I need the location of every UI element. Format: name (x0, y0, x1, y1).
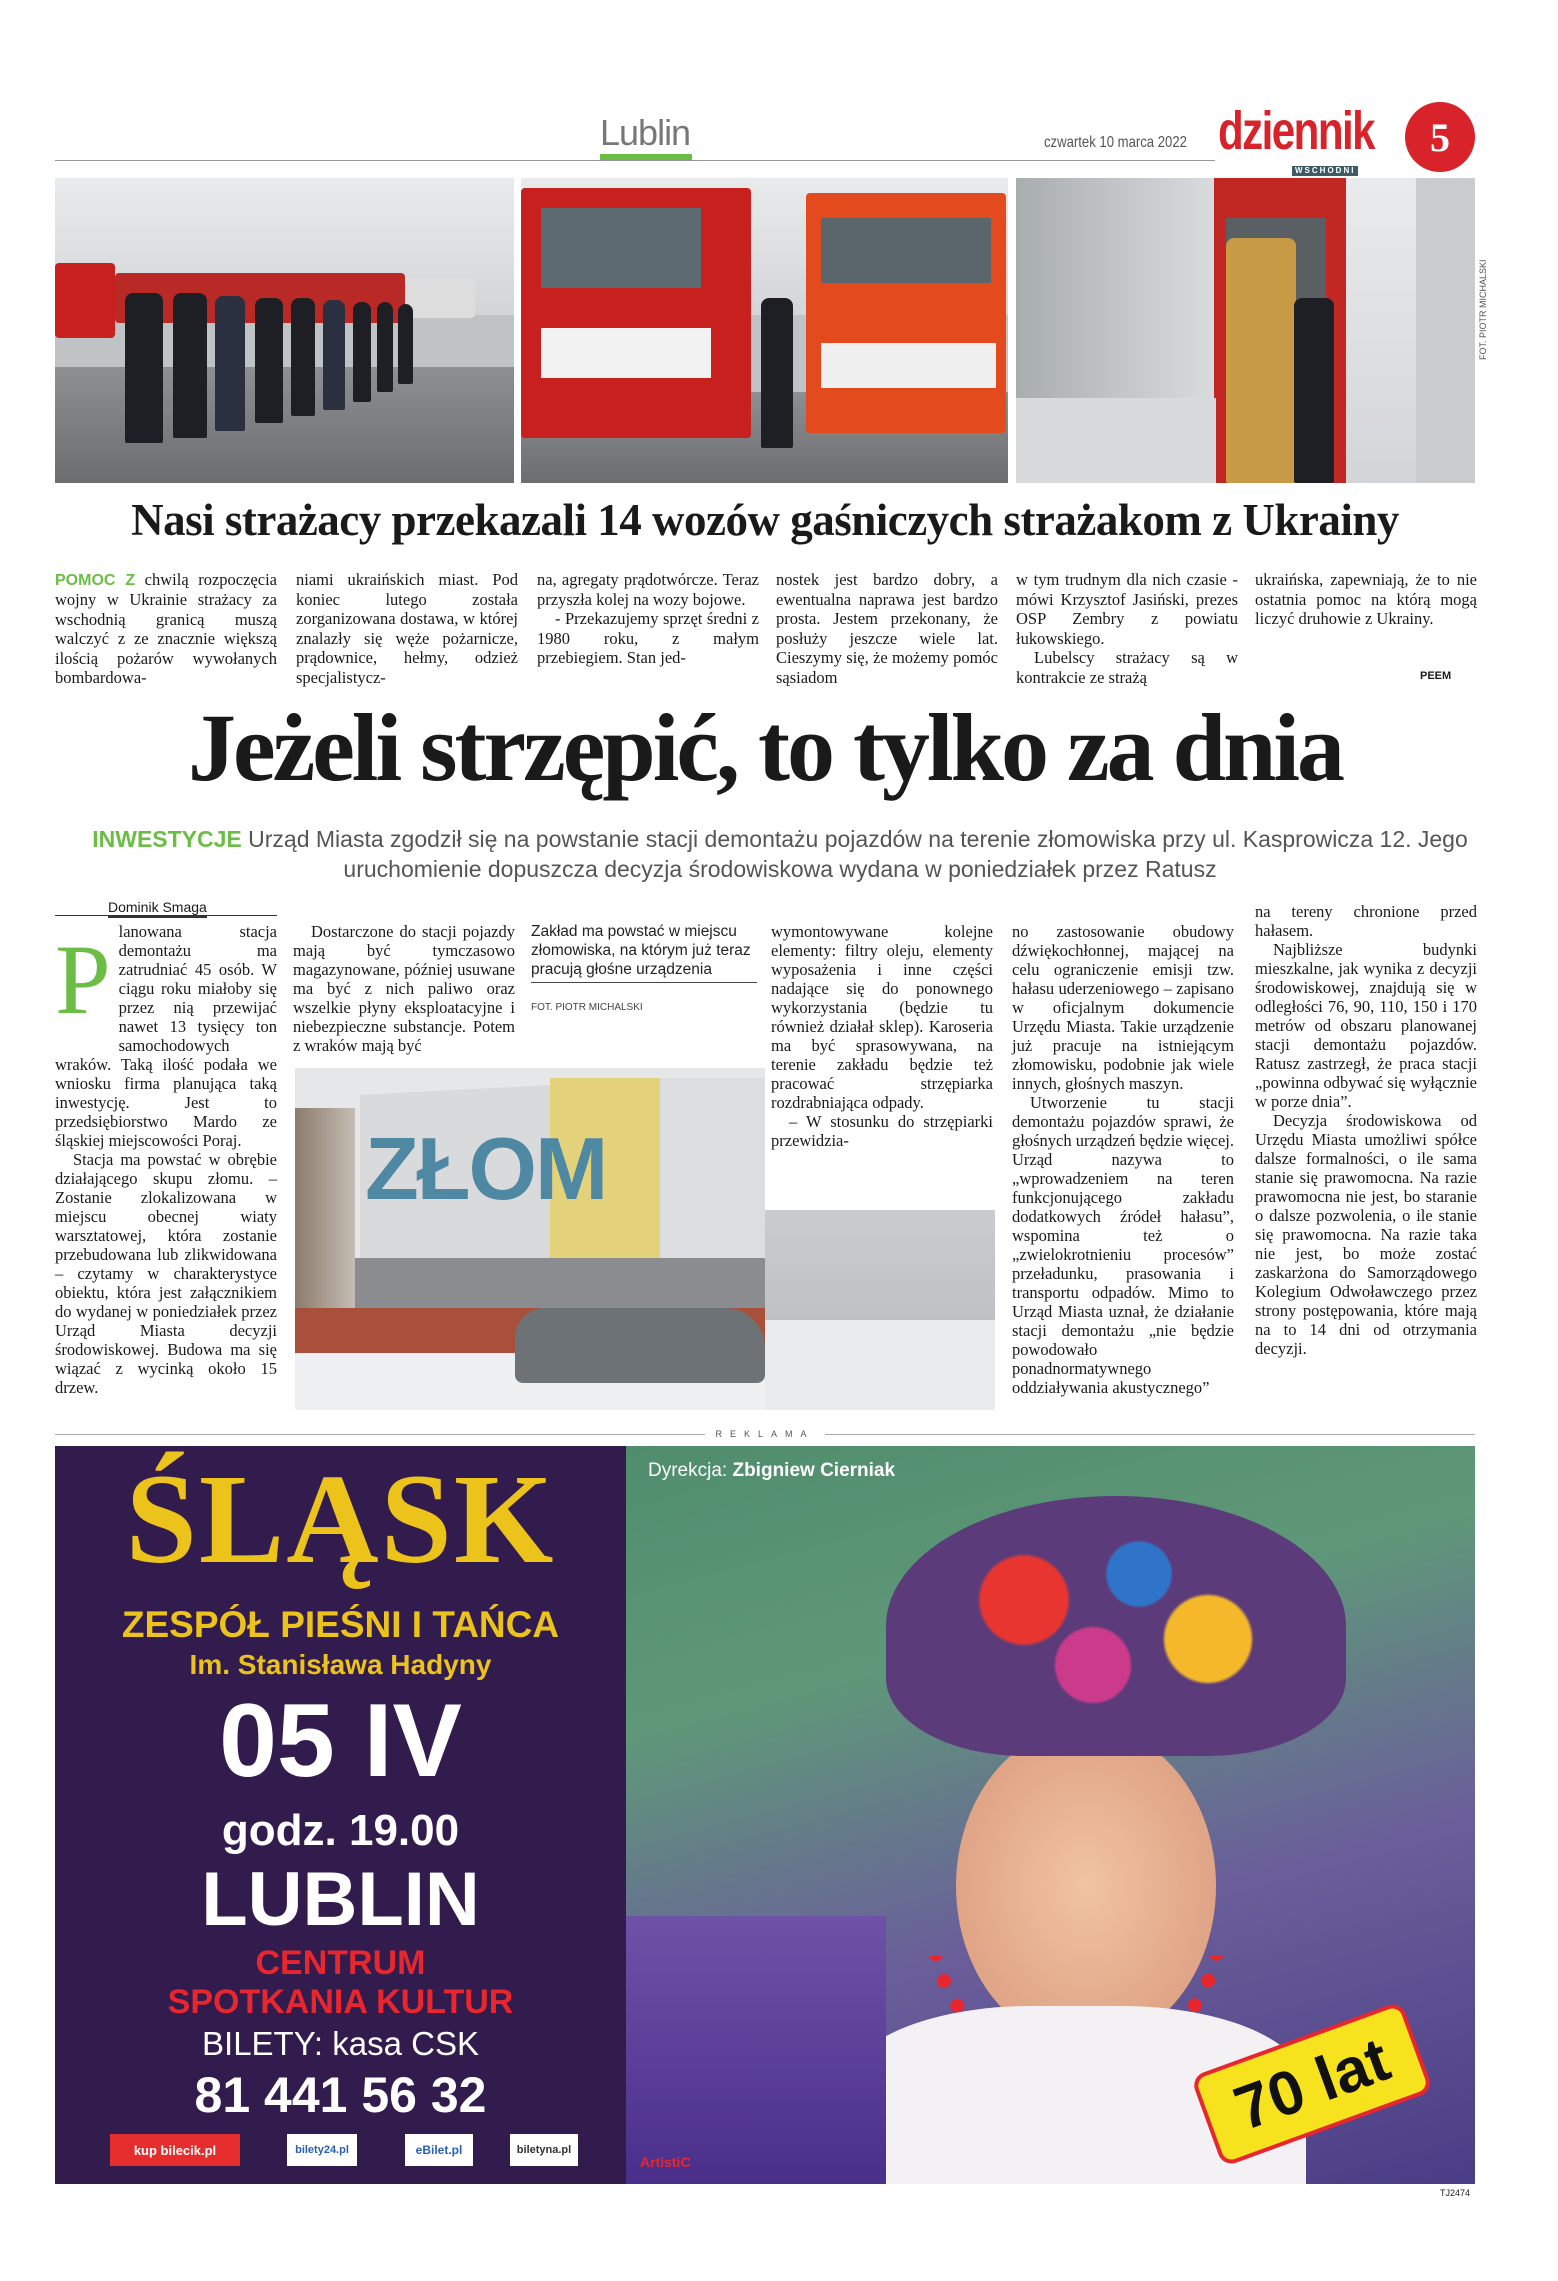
author-name: Dominik Smaga (108, 899, 207, 918)
article1-column (296, 570, 518, 688)
article2-text: Utworzenie tu stacji demontażu pojazdów sprawi, że głośnych urządzeń będzie więcej. Urząd nazywa to „wprowadzeniem na teren funkcjonującego zakładu dodatkowych źródeł hałasu”, wspomina też o „zwielokrotnieniu procesów” przeładunku, prasowania i transportu odpadów. Mimo to Urząd Miasta uznał, że działanie stacji demontażu „nie będzie powodowało ponadnormatywnego oddziaływania akustycznego” (1012, 1093, 1234, 1397)
article1-signature: PEEM (1420, 670, 1452, 682)
photo-fire-trucks (521, 178, 1008, 483)
section-title: Lublin (600, 112, 691, 153)
article2-column-6 (1255, 902, 1477, 1358)
photo-firefighters-line (55, 178, 514, 483)
article1-text: na, agregaty prądotwórcze. Teraz przyszła kolej na wozy bojowe. (537, 570, 759, 609)
newspaper-logo-sub: WSCHODNI (1292, 166, 1358, 176)
article2-column-4 (771, 922, 993, 1150)
article1-text: ukraińska, zapewniają, że to nie ostatnia pomoc na którą mogą liczyć druhowie z Ukrainy. (1255, 570, 1477, 629)
header-rule (55, 160, 1215, 161)
article2-text: Decyzja środowiskowa od Urzędu Miasta umożliwi spółce dalsze formalności, o ile sama stanie się prawomocna. Na razie prawomocna nie jest, bo staranie o dalsze pozwolenia, o ile stanie się prawomocna. Na razie taka nie jest, bo może zostać zaskarżona do Samorządowego Kolegium Odwoławczego przez strony postępowania, które mają na to 14 dni od otrzymania decyzji. (1255, 1111, 1477, 1358)
anniversary-badge: 70 lat (1190, 2001, 1433, 2168)
article2-kicker: INWESTYCJE (92, 826, 242, 852)
ad-tickets: BILETY: kasa CSK (202, 2025, 479, 2062)
ticket-logo-biletyna[interactable]: biletyna.pl (510, 2134, 578, 2166)
article1-column (776, 570, 998, 688)
building-sign: ZŁOM (365, 1119, 607, 1218)
photo-credit: FOT. PIOTR MICHALSKI (1478, 259, 1488, 360)
article1-column (1255, 570, 1477, 629)
ad-time: godz. 19.00 (221, 1806, 460, 1855)
article1-column (55, 570, 277, 688)
article1-headline: Nasi strażacy przekazali 14 wozów gaśniczych strażakom z Ukrainy (131, 495, 1399, 545)
issue-date: czwartek 10 marca 2022 (1044, 134, 1187, 151)
photo-scrapyard-building (295, 1068, 765, 1410)
ad-director (648, 1460, 895, 1482)
article1-text: - Przekazujemy sprzęt średni z 1980 roku, z małym przebiegiem. Stan jed- (537, 609, 759, 668)
article2-lead-text: Urząd Miasta zgodził się na powstanie stacji demontażu pojazdów na terenie złomowiska przy ul. Kasprowicza 12. Jego uruchomienie dopuszcza decyzja środowiskowa wydana w poniedziałek przez Ratusz (248, 826, 1468, 882)
page-number: 5 (1405, 102, 1475, 172)
ticket-logo-kupbilecik[interactable]: kup bilecik.pl (110, 2134, 240, 2166)
ad-venue-line2: SPOTKANIA KULTUR (167, 1983, 514, 2021)
article2-text: Stacja ma powstać w obrębie działającego skupu złomu. – Zostanie zlokalizowana w miejscu obecnej wiaty warsztatowej, która zostanie przebudowana lub zlikwidowana – czytamy w charakterystyce obiektu, która jest załącznikiem do wydanej w poniedziałek przez Urząd Miasta decyzji środowiskowej. Budowa ma się wiązać z wycinką około 15 drzew. (55, 1150, 277, 1397)
ad-date: 05 IV (219, 1683, 462, 1799)
dancer-headdress (886, 1496, 1346, 1756)
ad-director-name: Zbigniew Cierniak (732, 1460, 896, 1481)
article2-headline: Jeżeli strzępić, to tylko za dnia (187, 694, 1343, 801)
photo-caption: Zakład ma powstać w miejscu złomowiska, na którym już teraz pracują głośne urządzenia (531, 922, 757, 983)
article2-column-5 (1012, 922, 1234, 1397)
article2-text: – W stosunku do strzępiarki przewidzia- (771, 1112, 993, 1150)
article2-text: na tereny chronione przed hałasem. (1255, 902, 1477, 940)
article1-text: Lubelscy strażacy są w kontrakcie ze strażą (1016, 648, 1238, 687)
article1-text: chwilą rozpoczęcia wojny w Ukrainie strażacy za wschodnią granicą muszą walczyć z ze znacznie większą ilością pożarów wywołanych bombardowa- (55, 570, 277, 688)
ad-info-panel[interactable] (55, 1446, 626, 2184)
article2-text: Najbliższe budynki mieszkalne, jak wynika z decyzji środowiskowej, znajdują się w odległości 76, 90, 110, 150 i 170 metrów od obszaru planowanej stacji demontażu pojazdów. Ratusz zastrzegł, że praca stacji „powinna odbywać się wyłącznie w porze dnia”. (1255, 940, 1477, 1111)
photo-truck-inspection (1016, 178, 1475, 483)
advertisement-label (55, 1429, 1475, 1445)
advertisement-label-text: REKLAMA (705, 1429, 824, 1439)
ad-venue-line1: CENTRUM (255, 1944, 426, 1982)
agency-logo: ArtistiC (640, 2154, 691, 2170)
article2-text: Dostarczone do stacji pojazdy mają być tymczasowo magazynowane, później usuwane ma być z nich paliwo oraz wszelkie płyny eksploatacyjne i niebezpieczne substancje. Potem z wraków mają być (293, 922, 515, 1055)
ad-director-label: Dyrekcja: (648, 1460, 728, 1481)
ad-subtitle: ZESPÓŁ PIEŚNI I TAŃCA (121, 1604, 560, 1645)
author-byline (55, 899, 277, 916)
article1-column (1016, 570, 1238, 688)
article2-column-1 (55, 922, 277, 1397)
ad-phone: 81 441 56 32 (194, 2067, 487, 2123)
ticket-logo-ebilet[interactable]: eBilet.pl (405, 2134, 473, 2166)
article1-text: nostek jest bardzo dobry, a ewentualna naprawa jest bardzo prosta. Jestem przekonany, że posłuży jeszcze wiele lat. Cieszymy się, że możemy pomóc sąsiadom (776, 570, 998, 687)
newspaper-logo: dziennik (1218, 101, 1375, 161)
drop-cap: P (55, 924, 111, 1035)
article1-text: niami ukraińskich miast. Pod koniec lutego została zorganizowana dostawa, w której znalazły się węże pożarnicze, prądownice, hełmy, odzież specjalistycz- (296, 570, 518, 687)
photo-credit: FOT. PIOTR MICHALSKI (531, 1002, 643, 1013)
ad-patron: Im. Stanisława Hadyny (189, 1649, 492, 1680)
photo-scrapyard-cars (765, 1210, 995, 1410)
article1-text: w tym trudnym dla nich czasie - mówi Krzysztof Jasiński, prezes OSP Zembry z powiatu łukowskiego. (1016, 570, 1238, 648)
article1-column (537, 570, 759, 668)
article1-kicker: POMOC Z (55, 572, 136, 589)
ad-code: TJ2474 (1440, 2188, 1471, 2198)
article2-text: lanowana stacja demontażu ma zatrudniać 45 osób. W ciągu roku miałoby się przez nią przewijać nawet 13 tysięcy ton samochodowych wraków. Taką ilość podała we wniosku firma planująca taką inwestycję. Jest to przedsiębiorstwo Mardo ze śląskiej miejscowości Poraj. (55, 922, 277, 1150)
ticket-logo-bilety24[interactable]: bilety24.pl (287, 2134, 357, 2166)
article2-lead (90, 824, 1470, 884)
article2-column-2 (293, 922, 515, 1055)
article2-text: no zastosowanie obudowy dźwiękochłonnej, mającej na celu ograniczenie emisji tzw. hałasu uderzeniowego – zapisano w oficjalnym dokumencie Urzędu Miasta. Takie urządzenie już pracuje na istniejącym złomowisku, podobnie jak wiele innych, głośnych maszyn. (1012, 922, 1234, 1093)
ad-photo-dancer[interactable] (626, 1446, 1475, 2184)
ad-title: ŚLĄSK (125, 1448, 556, 1590)
article2-text: wymontowywane kolejne elementy: filtry oleju, elementy wyposażenia i inne części nadające się do ponownego wykorzystania (będzie tu również działał sklep). Karoseria ma być sprasowywana, na terenie zakładu będzie też pracować strzępiarka rozdrabniająca odpady. (771, 922, 993, 1112)
ad-city: LUBLIN (201, 1857, 480, 1942)
